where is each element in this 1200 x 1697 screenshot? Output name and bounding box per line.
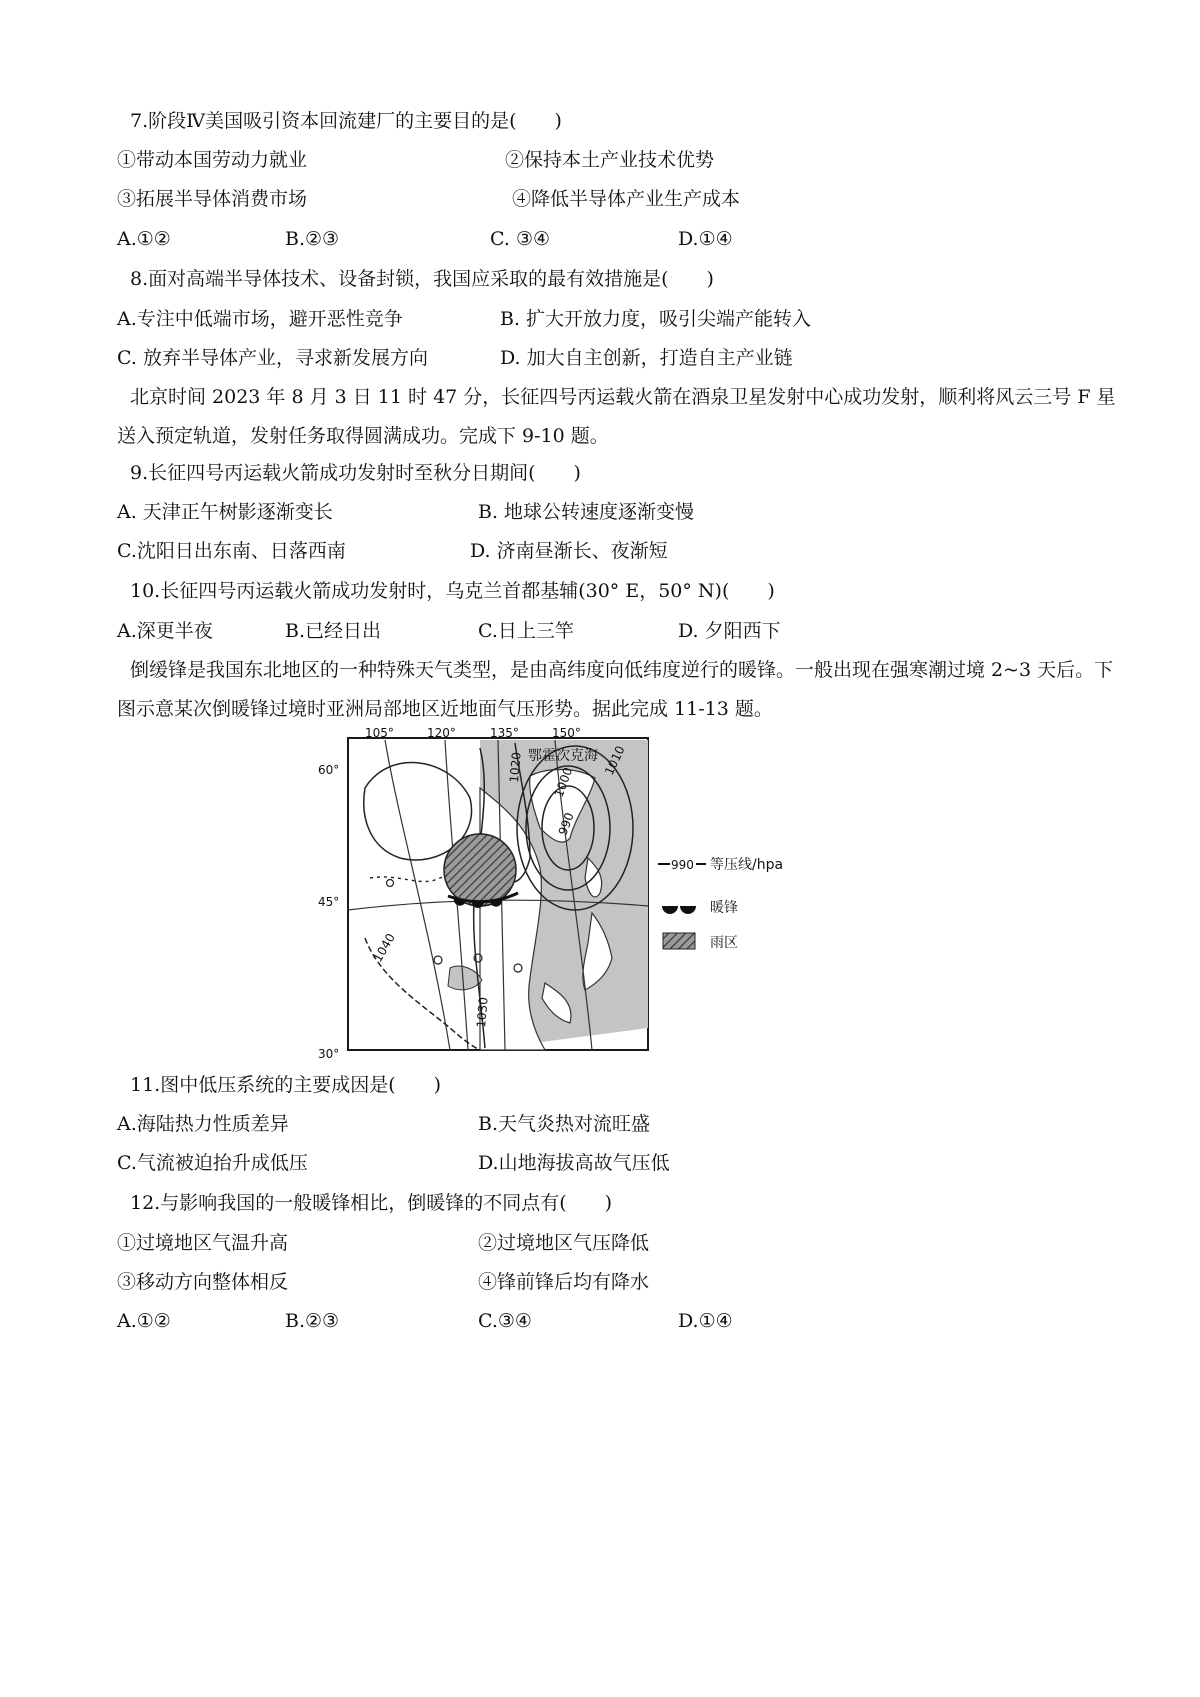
lat-label-60: 60° <box>318 763 340 777</box>
q10-option-d: D. 夕阳西下 <box>678 620 781 642</box>
q7-statement-4: ④降低半导体产业生产成本 <box>512 188 741 210</box>
q9-option-c: C.沈阳日出东南、日落西南 <box>117 540 346 562</box>
q8-option-b: B. 扩大开放力度，吸引尖端产能转入 <box>500 308 812 330</box>
q12-statement-2: ②过境地区气压降低 <box>478 1232 650 1254</box>
isobar-label-1020: 1020 <box>507 751 524 784</box>
sea-label: 鄂霍次克海 <box>528 748 598 764</box>
q11-option-d: D.山地海拔高故气压低 <box>478 1152 670 1174</box>
lon-label-105: 105° <box>365 726 394 740</box>
q7-option-b: B.②③ <box>285 228 340 250</box>
lat-label-30: 30° <box>318 1047 340 1061</box>
q7-option-a: A.①② <box>117 228 171 250</box>
isobar-label-1010: 1010 <box>602 743 628 778</box>
q12-statement-3: ③移动方向整体相反 <box>117 1271 289 1293</box>
legend-rain-area-swatch <box>663 933 695 949</box>
q12-option-a: A.①② <box>117 1310 171 1332</box>
q7-statement-3: ③拓展半导体消费市场 <box>117 188 308 210</box>
lon-label-120: 120° <box>427 726 456 740</box>
passage-reverse-warm-front: 倒缓锋是我国东北地区的一种特殊天气类型，是由高纬度向低纬度逆行的暖锋。一般出现在强寒潮过境 2~3 天后。下图示意某次倒暖锋过境时亚洲局部地区近地面气压形势。据此完成 11-13 题。 <box>117 659 1114 720</box>
q8-option-c: C. 放弃半导体产业，寻求新发展方向 <box>117 347 428 369</box>
legend-rain-area-label: 雨区 <box>710 935 738 951</box>
q9-option-a: A. 天津正午树影逐渐变长 <box>117 501 333 523</box>
q11-option-b: B.天气炎热对流旺盛 <box>478 1113 651 1135</box>
lon-label-135: 135° <box>490 726 519 740</box>
isobar-label-990: 990 <box>555 810 577 838</box>
q7-statement-2: ②保持本土产业技术优势 <box>505 149 715 171</box>
q12-statement-1: ①过境地区气温升高 <box>117 1232 289 1254</box>
q11-stem: 11.图中低压系统的主要成因是( ) <box>130 1074 442 1096</box>
legend-warm-front-label: 暖锋 <box>710 900 738 916</box>
q10-option-a: A.深更半夜 <box>117 620 213 642</box>
lat-label-45: 45° <box>318 895 340 909</box>
q12-stem: 12.与影响我国的一般暖锋相比，倒暖锋的不同点有( ) <box>130 1192 613 1214</box>
q12-option-c: C.③④ <box>478 1310 532 1332</box>
q12-option-d: D.①④ <box>678 1310 733 1332</box>
isobar-label-1040: 1040 <box>370 931 398 965</box>
legend-isobar-label: 等压线/hpa <box>710 857 784 873</box>
q11-option-a: A.海陆热力性质差异 <box>117 1113 289 1135</box>
passage-rocket-launch: 北京时间 2023 年 8 月 3 日 11 时 47 分，长征四号丙运载火箭在酒泉卫星发射中心成功发射，顺利将风云三号 F 星送入预定轨道，发射任务取得圆满成功。完成下 9-10 题。 <box>117 386 1116 447</box>
q7-statement-1: ①带动本国劳动力就业 <box>117 149 308 171</box>
q9-stem: 9.长征四号丙运载火箭成功发射时至秋分日期间( ) <box>130 462 581 484</box>
q12-option-b: B.②③ <box>285 1310 340 1332</box>
q7-option-d: D.①④ <box>678 228 733 250</box>
q8-option-d: D. 加大自主创新，打造自主产业链 <box>500 347 793 369</box>
isobar-label-1030: 1030 <box>474 996 491 1029</box>
legend-isobar-sample: 990 <box>671 858 694 872</box>
q11-option-c: C.气流被迫抬升成低压 <box>117 1152 308 1174</box>
q8-stem: 8.面对高端半导体技术、设备封锁，我国应采取的最有效措施是( ) <box>130 268 714 290</box>
legend-warm-front-icon-2 <box>680 906 696 914</box>
q10-stem: 10.长征四号丙运载火箭成功发射时，乌克兰首都基辅(30° E，50° N)( ) <box>130 580 775 602</box>
lon-label-150: 150° <box>552 726 581 740</box>
rain-area <box>444 834 516 906</box>
pressure-map-figure <box>318 726 800 1063</box>
q12-statement-4: ④锋前锋后均有降水 <box>478 1271 650 1293</box>
q7-option-c: C. ③④ <box>490 228 551 250</box>
q9-option-d: D. 济南昼渐长、夜渐短 <box>470 540 668 562</box>
isobar-label-1000: 1000 <box>551 765 576 800</box>
q10-option-b: B.已经日出 <box>285 620 382 642</box>
q10-option-c: C.日上三竿 <box>478 620 574 642</box>
q7-stem: 7.阶段Ⅳ美国吸引资本回流建厂的主要目的是( ) <box>130 110 562 132</box>
q8-option-a: A.专注中低端市场，避开恶性竞争 <box>117 308 403 330</box>
legend-warm-front-icon-1 <box>662 906 678 914</box>
q9-option-b: B. 地球公转速度逐渐变慢 <box>478 501 695 523</box>
